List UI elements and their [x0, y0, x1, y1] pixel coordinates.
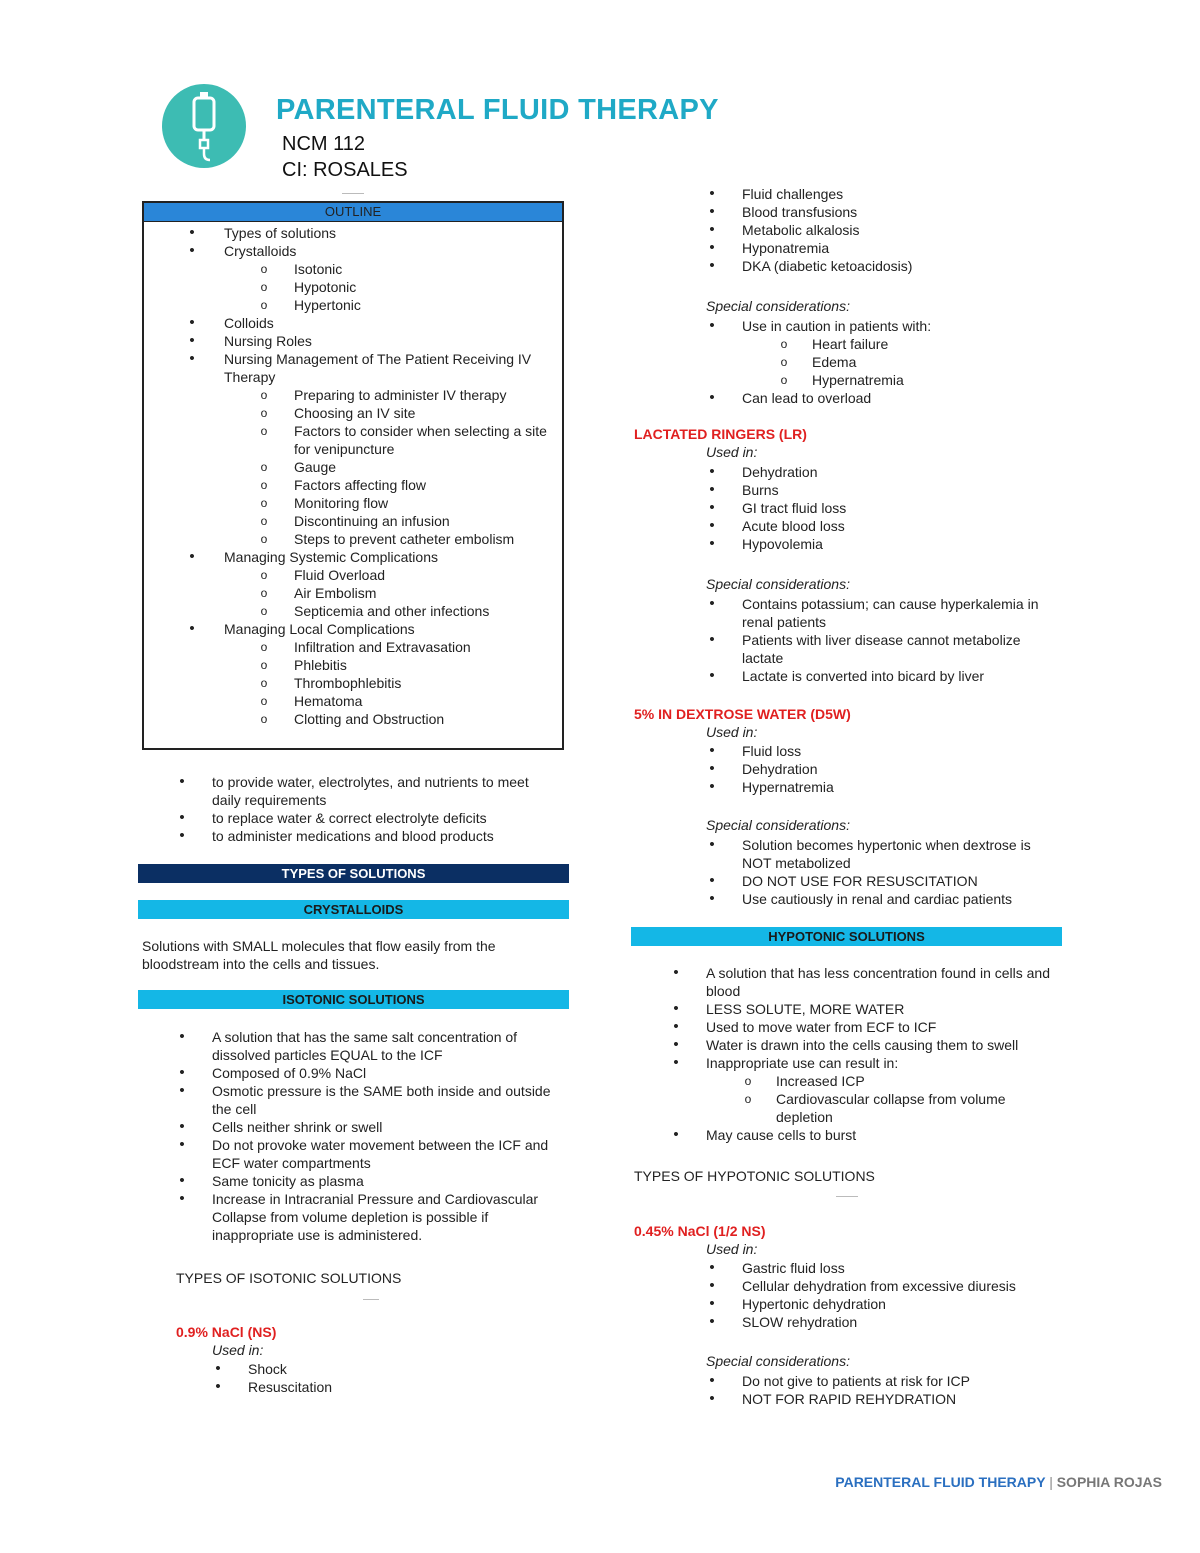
circle-bullet-icon: o	[260, 640, 268, 654]
circle-bullet-icon: o	[260, 388, 268, 402]
list-item-text: Resuscitation	[248, 1379, 333, 1395]
list-item	[706, 257, 1056, 275]
circle-bullet-icon: o	[260, 712, 268, 726]
list-item	[706, 335, 1056, 353]
d5w-heading: 5% IN DEXTROSE WATER (D5W)	[634, 706, 851, 722]
list-item	[144, 692, 562, 710]
list-item	[706, 481, 1056, 499]
list-item	[706, 203, 1056, 221]
bullet-icon: •	[189, 242, 195, 259]
list-item-text: Lactate is converted into bicard by liver	[742, 668, 985, 684]
half-ns-used-in-list	[706, 1259, 1066, 1331]
list-item	[706, 371, 1056, 389]
list-item	[706, 1372, 1066, 1390]
circle-bullet-icon: o	[260, 532, 268, 546]
list-item	[144, 674, 562, 692]
circle-bullet-icon: o	[260, 676, 268, 690]
list-item	[176, 1064, 562, 1082]
list-item	[176, 1118, 562, 1136]
list-item	[144, 620, 562, 638]
list-item-text: SLOW rehydration	[742, 1314, 858, 1330]
list-item	[706, 836, 1062, 872]
d5w-special-label: Special considerations:	[706, 817, 850, 833]
list-item	[706, 1277, 1066, 1295]
list-item	[706, 1259, 1066, 1277]
circle-bullet-icon: o	[780, 373, 788, 387]
list-item-text: Gauge	[294, 459, 337, 475]
bullet-icon: •	[709, 257, 715, 274]
list-item-text: Hypotonic	[294, 279, 357, 295]
list-item	[144, 332, 562, 350]
circle-bullet-icon: o	[260, 262, 268, 276]
list-item-text: Contains potassium; can cause hyperkalemia in renal patients	[742, 596, 1039, 630]
list-item-text: Monitoring flow	[294, 495, 389, 511]
ns-heading: 0.9% NaCl (NS)	[176, 1324, 277, 1340]
list-item-text: Edema	[812, 354, 857, 370]
list-item	[670, 1036, 1055, 1054]
list-item-text: Do not give to patients at risk for ICP	[742, 1373, 970, 1389]
lr-used-in-list	[706, 463, 1056, 553]
list-item	[706, 535, 1056, 553]
bullet-icon: •	[709, 872, 715, 889]
list-item-text: Colloids	[224, 315, 274, 331]
list-item	[144, 710, 562, 728]
list-item	[144, 602, 562, 620]
list-item-text: A solution that has less concentration found in cells and blood	[706, 965, 1050, 999]
list-item-text: Increase in Intracranial Pressure and Cardiovascular Collapse from volume depletion is possible if inappropriate use is administered.	[212, 1191, 539, 1243]
bullet-icon: •	[673, 1036, 679, 1053]
list-item	[144, 404, 562, 422]
list-item-text: Managing Systemic Complications	[224, 549, 438, 565]
bullet-icon: •	[709, 517, 715, 534]
list-item	[176, 1082, 562, 1118]
hypotonic-points	[670, 964, 1055, 1144]
bullet-icon: •	[709, 1295, 715, 1312]
list-item-text: Hematoma	[294, 693, 363, 709]
bullet-icon: •	[709, 389, 715, 406]
list-item-text: Heart failure	[812, 336, 889, 352]
outline-list	[144, 222, 562, 728]
lr-special-list	[706, 595, 1062, 685]
ns-special-label: Special considerations:	[706, 298, 850, 314]
list-item	[144, 386, 562, 404]
circle-bullet-icon: o	[260, 298, 268, 312]
list-item-text: DKA (diabetic ketoacidosis)	[742, 258, 913, 274]
ns-used-in-label: Used in:	[212, 1342, 264, 1358]
circle-bullet-icon: o	[744, 1074, 752, 1088]
footer-separator: |	[1049, 1474, 1053, 1490]
half-ns-used-in-label: Used in:	[706, 1241, 758, 1257]
bullet-icon: •	[709, 890, 715, 907]
list-item	[670, 1054, 1055, 1072]
list-item-text: Shock	[248, 1361, 287, 1377]
circle-bullet-icon: o	[260, 406, 268, 420]
half-ns-heading: 0.45% NaCl (1/2 NS)	[634, 1223, 766, 1239]
bullet-icon: •	[189, 314, 195, 331]
list-item-text: Infiltration and Extravasation	[294, 639, 471, 655]
list-item	[670, 1000, 1055, 1018]
list-item-text: Hypovolemia	[742, 536, 823, 552]
list-item	[144, 512, 562, 530]
list-item	[670, 1090, 1055, 1126]
list-item-text: Fluid challenges	[742, 186, 844, 202]
list-item	[706, 389, 1056, 407]
list-item-text: Cellular dehydration from excessive diuresis	[742, 1278, 1016, 1294]
list-item-text: Hyponatremia	[742, 240, 830, 256]
list-item-text: Use in caution in patients with:	[742, 318, 932, 334]
list-item-text: Nursing Management of The Patient Receiving IV Therapy	[224, 351, 532, 385]
list-item-text: Use cautiously in renal and cardiac patients	[742, 891, 1013, 907]
page-title: PARENTERAL FLUID THERAPY	[276, 94, 719, 126]
list-item-text: Clotting and Obstruction	[294, 711, 445, 727]
circle-bullet-icon: o	[780, 337, 788, 351]
bullet-icon: •	[215, 1378, 221, 1395]
divider	[342, 193, 364, 194]
list-item	[706, 185, 1056, 203]
list-item	[706, 1313, 1066, 1331]
list-item-text: Patients with liver disease cannot metabolize lactate	[742, 632, 1021, 666]
list-item	[670, 964, 1055, 1000]
list-item	[706, 742, 1056, 760]
list-item	[212, 1360, 512, 1378]
bullet-icon: •	[709, 463, 715, 480]
half-ns-special-list	[706, 1372, 1066, 1408]
bullet-icon: •	[673, 1018, 679, 1035]
list-item-text: Nursing Roles	[224, 333, 312, 349]
circle-bullet-icon: o	[260, 658, 268, 672]
list-item	[144, 566, 562, 584]
bullet-icon: •	[709, 1277, 715, 1294]
d5w-special-list	[706, 836, 1062, 908]
page-footer	[835, 1474, 1162, 1490]
bullet-icon: •	[709, 760, 715, 777]
bullet-icon: •	[709, 1390, 715, 1407]
bullet-icon: •	[709, 836, 715, 853]
list-item	[706, 778, 1056, 796]
list-item	[144, 548, 562, 566]
outline-box	[142, 201, 564, 750]
bullet-icon: •	[215, 1360, 221, 1377]
list-item-text: Fluid Overload	[294, 567, 386, 583]
list-item-text: Fluid loss	[742, 743, 802, 759]
list-item-text: NOT FOR RAPID REHYDRATION	[742, 1391, 957, 1407]
crystalloids-description: Solutions with SMALL molecules that flow easily from the bloodstream into the cells and tissues.	[142, 938, 496, 972]
list-item	[144, 278, 562, 296]
divider	[363, 1299, 379, 1300]
bullet-icon: •	[709, 631, 715, 648]
list-item	[176, 809, 546, 827]
circle-bullet-icon: o	[260, 478, 268, 492]
list-item-text: Solution becomes hypertonic when dextrose is NOT metabolized	[742, 837, 1031, 871]
list-item-text: Air Embolism	[294, 585, 377, 601]
list-item-text: Hypertonic dehydration	[742, 1296, 886, 1312]
list-item	[144, 476, 562, 494]
ns-used-in-continued	[706, 185, 1056, 275]
list-item-text: Factors affecting flow	[294, 477, 427, 493]
list-item	[144, 494, 562, 512]
list-item-text: Dehydration	[742, 761, 818, 777]
list-item	[176, 1136, 562, 1172]
bullet-icon: •	[709, 742, 715, 759]
list-item-text: Metabolic alkalosis	[742, 222, 860, 238]
lr-special-label: Special considerations:	[706, 576, 850, 592]
list-item-text: Septicemia and other infections	[294, 603, 490, 619]
list-item-text: Hypernatremia	[812, 372, 904, 388]
footer-title: PARENTERAL FLUID THERAPY	[835, 1474, 1046, 1490]
list-item	[144, 638, 562, 656]
bullet-icon: •	[709, 1313, 715, 1330]
list-item-text: Do not provoke water movement between the ICF and ECF water compartments	[212, 1137, 549, 1171]
list-item	[670, 1126, 1055, 1144]
list-item	[144, 350, 562, 386]
list-item	[144, 224, 562, 242]
bullet-icon: •	[709, 185, 715, 202]
list-item	[706, 353, 1056, 371]
list-item-text: Hypertonic	[294, 297, 361, 313]
purposes-list	[176, 773, 546, 845]
bullet-icon: •	[673, 964, 679, 981]
list-item-text: LESS SOLUTE, MORE WATER	[706, 1001, 905, 1017]
d5w-used-in-label: Used in:	[706, 724, 758, 740]
list-item-text: Types of solutions	[224, 225, 337, 241]
bullet-icon: •	[179, 827, 185, 844]
list-item	[670, 1072, 1055, 1090]
list-item-text: Same tonicity as plasma	[212, 1173, 364, 1189]
bullet-icon: •	[673, 1054, 679, 1071]
circle-bullet-icon: o	[260, 460, 268, 474]
bullet-icon: •	[709, 499, 715, 516]
bullet-icon: •	[189, 548, 195, 565]
list-item-text: Can lead to overload	[742, 390, 872, 406]
list-item	[144, 260, 562, 278]
list-item-text: GI tract fluid loss	[742, 500, 847, 516]
bullet-icon: •	[179, 1136, 185, 1153]
list-item	[706, 221, 1056, 239]
list-item	[706, 463, 1056, 481]
bullet-icon: •	[179, 1028, 185, 1045]
hypotonic-types-label: TYPES OF HYPOTONIC SOLUTIONS	[634, 1168, 875, 1184]
circle-bullet-icon: o	[744, 1092, 752, 1106]
list-item-text: Water is drawn into the cells causing them to swell	[706, 1037, 1019, 1053]
list-item	[706, 239, 1056, 257]
bullet-icon: •	[709, 535, 715, 552]
bullet-icon: •	[709, 1259, 715, 1276]
clinical-instructor: CI: ROSALES	[282, 159, 408, 181]
list-item	[706, 760, 1056, 778]
list-item-text: Dehydration	[742, 464, 818, 480]
bullet-icon: •	[189, 332, 195, 349]
bullet-icon: •	[709, 317, 715, 334]
footer-author: SOPHIA ROJAS	[1056, 1474, 1162, 1490]
lr-used-in-label: Used in:	[706, 444, 758, 460]
ns-special-list	[706, 317, 1056, 407]
list-item-text: DO NOT USE FOR RESUSCITATION	[742, 873, 978, 889]
list-item-text: Increased ICP	[776, 1073, 865, 1089]
list-item-text: Blood transfusions	[742, 204, 858, 220]
list-item	[144, 422, 562, 458]
list-item-text: Acute blood loss	[742, 518, 845, 534]
bullet-icon: •	[189, 620, 195, 637]
list-item-text: Preparing to administer IV therapy	[294, 387, 507, 403]
list-item-text: Cardiovascular collapse from volume depletion	[776, 1091, 1006, 1125]
bullet-icon: •	[709, 221, 715, 238]
bullet-icon: •	[179, 773, 185, 790]
bullet-icon: •	[179, 1172, 185, 1189]
list-item-text: Factors to consider when selecting a site for venipuncture	[294, 423, 547, 457]
list-item	[706, 1295, 1066, 1313]
outline-heading: OUTLINE	[144, 203, 562, 222]
isotonic-types-label: TYPES OF ISOTONIC SOLUTIONS	[176, 1270, 402, 1286]
isotonic-points	[176, 1028, 562, 1244]
list-item	[176, 827, 546, 845]
list-item	[176, 1190, 562, 1244]
circle-bullet-icon: o	[780, 355, 788, 369]
list-item-text: Choosing an IV site	[294, 405, 416, 421]
course-code: NCM 112	[282, 133, 365, 155]
circle-bullet-icon: o	[260, 568, 268, 582]
list-item-text: to replace water & correct electrolyte deficits	[212, 810, 487, 826]
list-item-text: Used to move water from ECF to ICF	[706, 1019, 937, 1035]
bullet-icon: •	[709, 1372, 715, 1389]
circle-bullet-icon: o	[260, 424, 268, 438]
list-item-text: Discontinuing an infusion	[294, 513, 450, 529]
list-item	[706, 631, 1062, 667]
list-item	[706, 890, 1062, 908]
list-item-text: Burns	[742, 482, 779, 498]
list-item-text: to provide water, electrolytes, and nutrients to meet daily requirements	[212, 774, 529, 808]
list-item	[144, 242, 562, 260]
iv-bag-logo-icon	[162, 84, 246, 168]
list-item	[176, 773, 546, 809]
divider	[836, 1196, 858, 1197]
list-item-text: Managing Local Complications	[224, 621, 415, 637]
bullet-icon: •	[709, 203, 715, 220]
list-item-text: Hypernatremia	[742, 779, 834, 795]
bullet-icon: •	[709, 239, 715, 256]
list-item-text: Osmotic pressure is the SAME both inside and outside the cell	[212, 1083, 551, 1117]
isotonic-bar: ISOTONIC SOLUTIONS	[138, 990, 569, 1009]
list-item-text: Cells neither shrink or swell	[212, 1119, 383, 1135]
ns-used-in-list	[212, 1360, 512, 1396]
list-item	[706, 872, 1062, 890]
bullet-icon: •	[189, 350, 195, 367]
list-item-text: Steps to prevent catheter embolism	[294, 531, 515, 547]
list-item-text: May cause cells to burst	[706, 1127, 857, 1143]
bullet-icon: •	[673, 1126, 679, 1143]
types-of-solutions-bar: TYPES OF SOLUTIONS	[138, 864, 569, 883]
bullet-icon: •	[179, 1082, 185, 1099]
hypotonic-bar: HYPOTONIC SOLUTIONS	[631, 927, 1062, 946]
list-item	[706, 595, 1062, 631]
list-item-text: Composed of 0.9% NaCl	[212, 1065, 367, 1081]
list-item	[144, 458, 562, 476]
list-item	[670, 1018, 1055, 1036]
bullet-icon: •	[179, 1118, 185, 1135]
circle-bullet-icon: o	[260, 280, 268, 294]
bullet-icon: •	[179, 1064, 185, 1081]
d5w-used-in-list	[706, 742, 1056, 796]
list-item	[144, 530, 562, 548]
list-item-text: Thrombophlebitis	[294, 675, 402, 691]
list-item	[144, 656, 562, 674]
bullet-icon: •	[189, 224, 195, 241]
list-item	[212, 1378, 512, 1396]
circle-bullet-icon: o	[260, 604, 268, 618]
bullet-icon: •	[709, 481, 715, 498]
crystalloids-bar: CRYSTALLOIDS	[138, 900, 569, 919]
list-item-text: to administer medications and blood products	[212, 828, 494, 844]
list-item	[706, 317, 1056, 335]
lr-heading: LACTATED RINGERS (LR)	[634, 426, 807, 442]
list-item-text: Crystalloids	[224, 243, 297, 259]
half-ns-special-label: Special considerations:	[706, 1353, 850, 1369]
bullet-icon: •	[709, 778, 715, 795]
list-item	[144, 314, 562, 332]
list-item	[144, 296, 562, 314]
circle-bullet-icon: o	[260, 496, 268, 510]
bullet-icon: •	[179, 1190, 185, 1207]
list-item-text: Inappropriate use can result in:	[706, 1055, 899, 1071]
list-item-text: Phlebitis	[294, 657, 347, 673]
bullet-icon: •	[673, 1000, 679, 1017]
list-item-text: A solution that has the same salt concentration of dissolved particles EQUAL to the ICF	[212, 1029, 518, 1063]
circle-bullet-icon: o	[260, 514, 268, 528]
list-item-text: Gastric fluid loss	[742, 1260, 845, 1276]
circle-bullet-icon: o	[260, 694, 268, 708]
bullet-icon: •	[709, 595, 715, 612]
list-item	[706, 667, 1062, 685]
circle-bullet-icon: o	[260, 586, 268, 600]
list-item	[706, 1390, 1066, 1408]
list-item	[144, 584, 562, 602]
list-item	[176, 1172, 562, 1190]
list-item-text: Isotonic	[294, 261, 343, 277]
bullet-icon: •	[709, 667, 715, 684]
list-item	[706, 517, 1056, 535]
list-item	[706, 499, 1056, 517]
list-item	[176, 1028, 562, 1064]
bullet-icon: •	[179, 809, 185, 826]
